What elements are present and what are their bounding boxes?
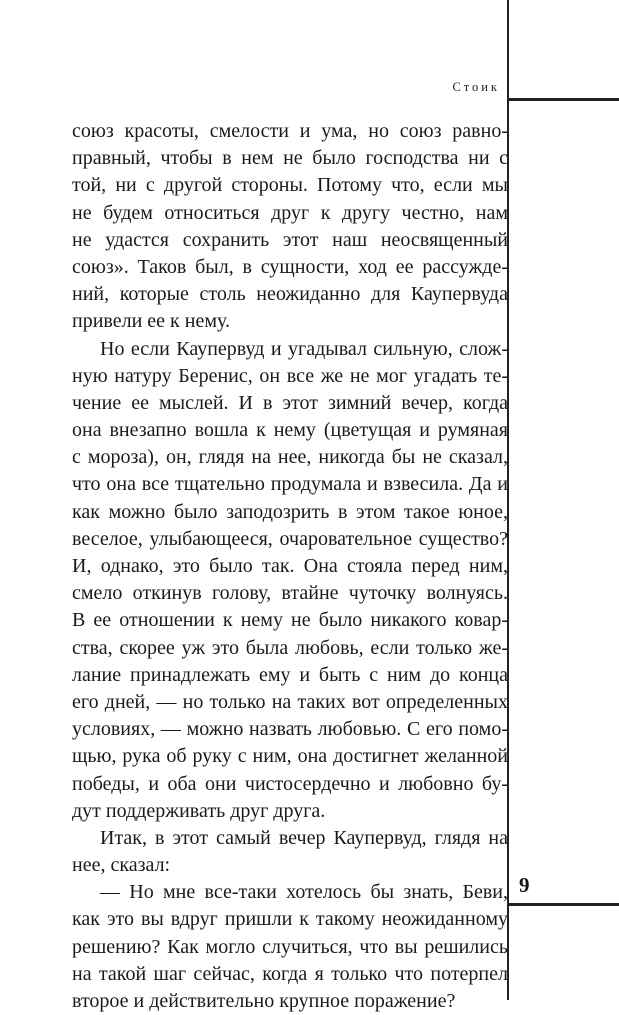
page-number: 9 (519, 873, 530, 897)
text-line: смело откинув голову, втайне чуточку волнуясь. (72, 582, 508, 605)
text-line: Итак, в этот самый вечер Каупервуд, глядя на (100, 826, 508, 849)
text-line: что она все тщательно продумала и взвесила. Да и (72, 473, 508, 496)
text-line: победы, и оба они чистосердечно и любовно бу- (72, 772, 508, 795)
text-line: веселое, улыбающееся, очаровательное существо? (72, 527, 508, 550)
text-line: Но если Каупервуд и угадывал сильную, слож- (100, 337, 508, 360)
text-line: лание принадлежать ему и быть с ним до конца (72, 663, 508, 686)
text-line: ний, которые столь неожиданно для Каупервуда (72, 283, 508, 306)
text-line: как это вы вдруг пришли к такому неожиданному (72, 908, 508, 931)
text-line: В ее отношении к нему не было никакого ковар- (72, 609, 508, 632)
text-line: нее, сказал: (72, 854, 171, 877)
text-line: его дней, — но только на таких вот определенных (72, 690, 508, 713)
page-number-rule (509, 903, 619, 906)
text-line: решению? Как могло случиться, что вы решились (72, 935, 508, 958)
text-line: щью, рука об руку с ним, она достигнет желанной (72, 745, 508, 768)
running-head: Стоик (452, 80, 500, 94)
text-line: привели ее к нему. (72, 310, 230, 333)
text-line: чение ее мыслей. И в этот зимний вечер, когда (72, 391, 508, 414)
text-line: она внезапно вошла к нему (цветущая и румяная (72, 419, 508, 442)
text-line: ную натуру Беренис, он все же не мог угадать те- (72, 364, 508, 387)
text-line: на такой шаг сейчас, когда я только что потерпел (72, 962, 508, 985)
text-line: союз». Таков был, в сущности, ход ее рассужде- (72, 255, 508, 278)
text-line: не будем относиться друг к другу честно, нам (72, 201, 508, 224)
text-line: с мороза), он, глядя на нее, никогда бы не сказал, (72, 446, 508, 469)
text-line: союз красоты, смелости и ума, но союз равно- (72, 120, 508, 142)
text-line: ства, скорее уж это была любовь, если только же- (72, 636, 508, 659)
text-line: правный, чтобы в нем не было господства ни с (72, 147, 508, 170)
text-line: как можно было заподозрить в этом такое юное, (72, 500, 508, 523)
running-head-rule (509, 98, 619, 101)
text-line: второе и действительно крупное поражение? (72, 990, 456, 1012)
text-line: дут поддерживать друг друга. (72, 799, 326, 822)
text-line: И, однако, это было так. Она стояла перед ним, (72, 555, 508, 577)
text-line: той, ни с другой стороны. Потому что, если мы (72, 174, 508, 197)
body-text (72, 118, 508, 1015)
text-line: — Но мне все-таки хотелось бы знать, Беви, (100, 881, 508, 904)
text-line: условиях, — можно назвать любовью. С его помо- (72, 718, 508, 741)
text-line: не удастся сохранить этот наш неосвященный (72, 228, 508, 251)
